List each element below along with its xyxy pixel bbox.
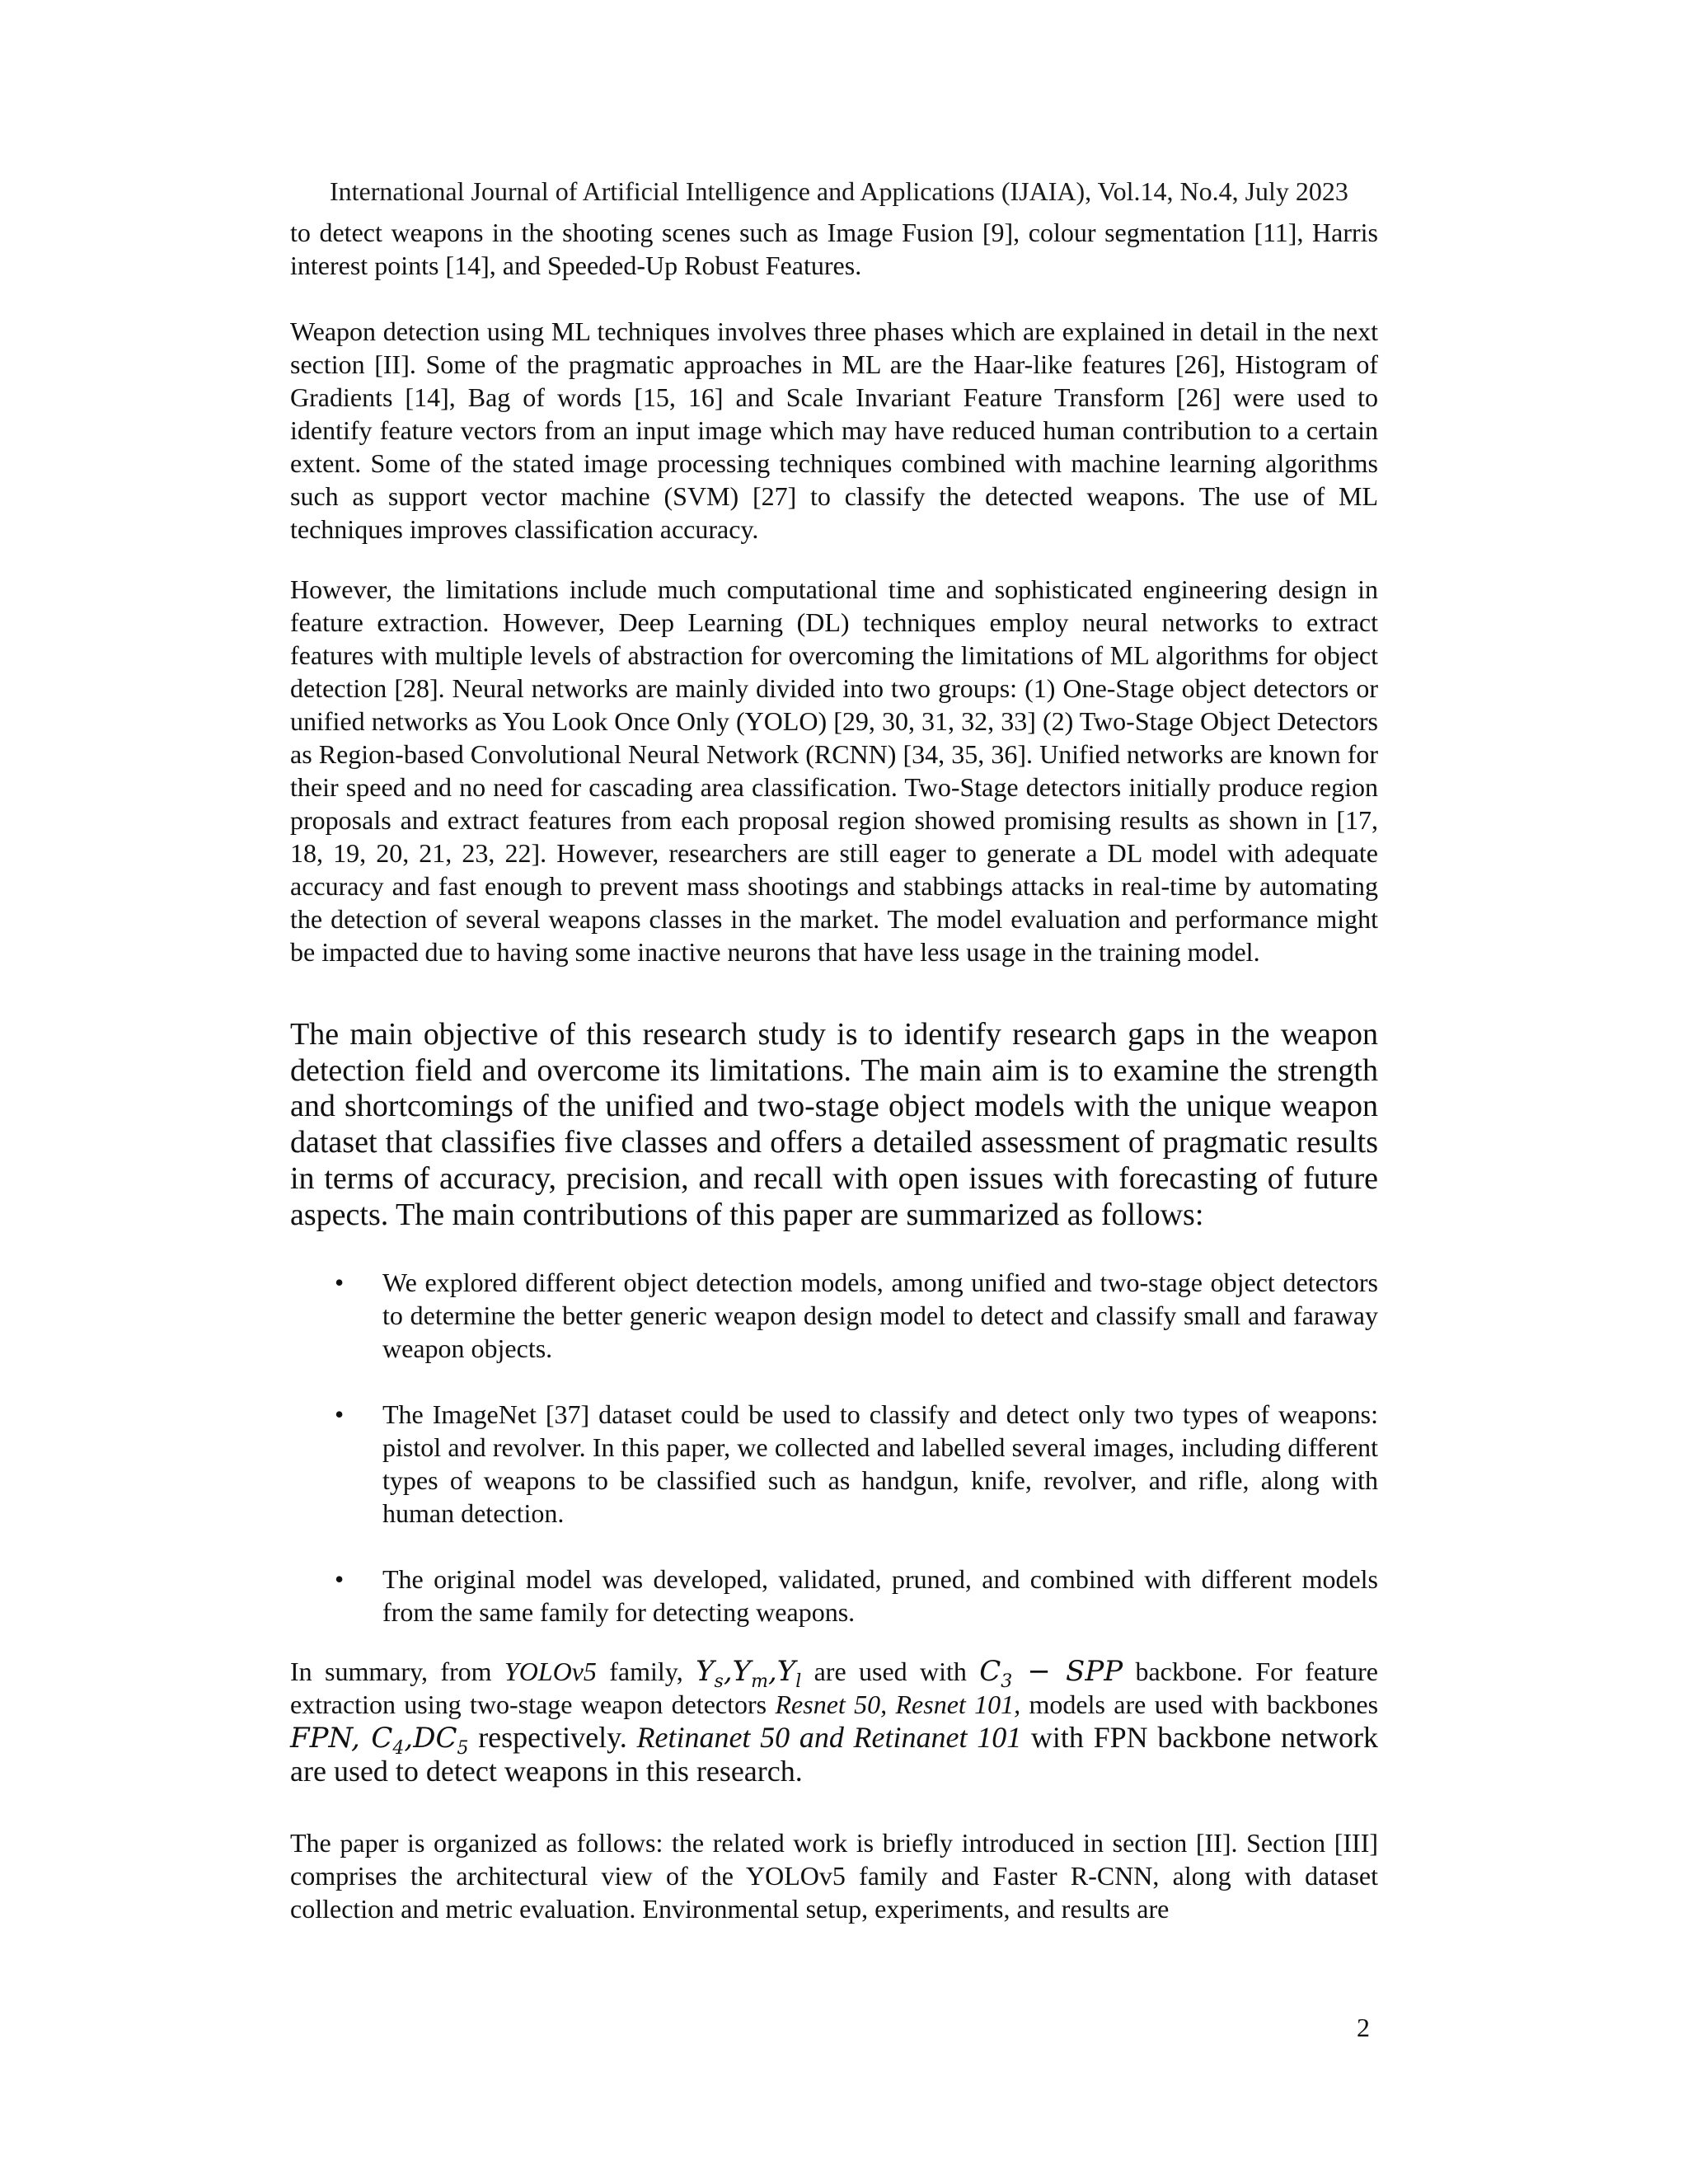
paragraph-2: Weapon detection using ML techniques involves three phases which are explained in detail in the next section [II]. Some of the pragmatic approaches in ML are the Haar-like features [26], Histogram of Gradients [14], Bag of words [15, 16] and Scale Invariant Feature Transform [26] were used to identify feature vectors from an input image which may have reduced human contribution to a certain extent. Some of the stated image processing techniques combined with machine learning algorithms such as support vector machine (SVM) [27] to classify the detected weapons. The use of ML techniques improves classification accuracy.	[290, 316, 1378, 544]
contribution-item: • We explored different object detection models, among unified and two-stage object detectors to determine the better generic weapon design model to detect and classify small and faraway weapon objects.	[335, 1268, 1378, 1363]
journal-header: International Journal of Artificial Intelligence and Applications (IJAIA), Vol.14, No.4, July 2023	[330, 176, 1348, 206]
contribution-item: • The ImageNet [37] dataset could be used to classify and detect only two types of weapons: pistol and revolver. In this paper, we collected and labelled several images, including different types of weapons to be classified such as handgun, knife, revolver, and rifle, along with human detection.	[335, 1399, 1378, 1528]
paragraph-5-summary: In summary, from YOLOv5 family, $Y_s,Y_m,Y_l$ are used with $C_3$ − SPP backbone. For feature extraction using two-stage weapon detectors Resnet 50, Resnet 101, models are used with backbones FPN, $C_4,DC_5$ respectively. Retinanet 50 and Retinanet 101 with FPN backbone network are used to detect weapons in this research.	[290, 1655, 1379, 1788]
bullet-icon: •	[335, 1268, 345, 1297]
paragraph-4-objective: The main objective of this research study is to identify research gaps in the weapon detection field and overcome its limitations. The main aim is to examine the strength and shortcomings of the unified and two-stage object models with the unique weapon dataset that classifies five classes and offers a detailed assessment of pragmatic results in terms of accuracy, precision, and recall with open issues with forecasting of future aspects. The main contributions of this paper are summarized as follows:	[290, 1017, 1378, 1232]
page-number: 2	[1357, 2013, 1370, 2042]
contributions-list	[290, 1266, 1378, 1629]
contribution-item: • The original model was developed, validated, pruned, and combined with different models from the same family for detecting weapons.	[335, 1564, 1378, 1627]
paragraph-3: However, the limitations include much computational time and sophisticated engineering design in feature extraction. However, Deep Learning (DL) techniques employ neural networks to extract features with multiple levels of abstraction for overcoming the limitations of ML algorithms for object detection [28]. Neural networks are mainly divided into two groups: (1) One-Stage object detectors or unified networks as You Look Once Only (YOLO) [29, 30, 31, 32, 33] (2) Two-Stage Object Detectors as Region-based Convolutional Neural Network (RCNN) [34, 35, 36]. Unified networks are known for their speed and no need for cascading area classification. Two-Stage detectors initially produce region proposals and extract features from each proposal region showed promising results as shown in [17, 18, 19, 20, 21, 23, 22]. However, researchers are still eager to generate a DL model with adequate accuracy and fast enough to prevent mass shootings and stabbings attacks in real-time by automating the detection of several weapons classes in the market. The model evaluation and performance might be impacted due to having some inactive neurons that have less usage in the training model.	[290, 574, 1378, 967]
math-c3-spp: $C_3$ − SPP	[979, 1655, 1123, 1692]
math-fpn-c4-dc5: FPN, $C_4,DC_5$	[290, 1722, 469, 1759]
math-ys-ym-yl: $Y_s,Y_m,Y_l$	[696, 1655, 802, 1692]
paragraph-1: to detect weapons in the shooting scenes such as Image Fusion [9], colour segmentation [11], Harris interest points [14], and Speeded-Up Robust Features.	[290, 218, 1378, 280]
bullet-icon: •	[335, 1564, 345, 1594]
paragraph-6: The paper is organized as follows: the related work is briefly introduced in section [II]. Section [III] comprises the architectural view of the YOLOv5 family and Faster R-CNN, along with dataset collection and metric evaluation. Environmental setup, experiments, and results are	[290, 1828, 1378, 1924]
bullet-icon: •	[335, 1399, 345, 1429]
